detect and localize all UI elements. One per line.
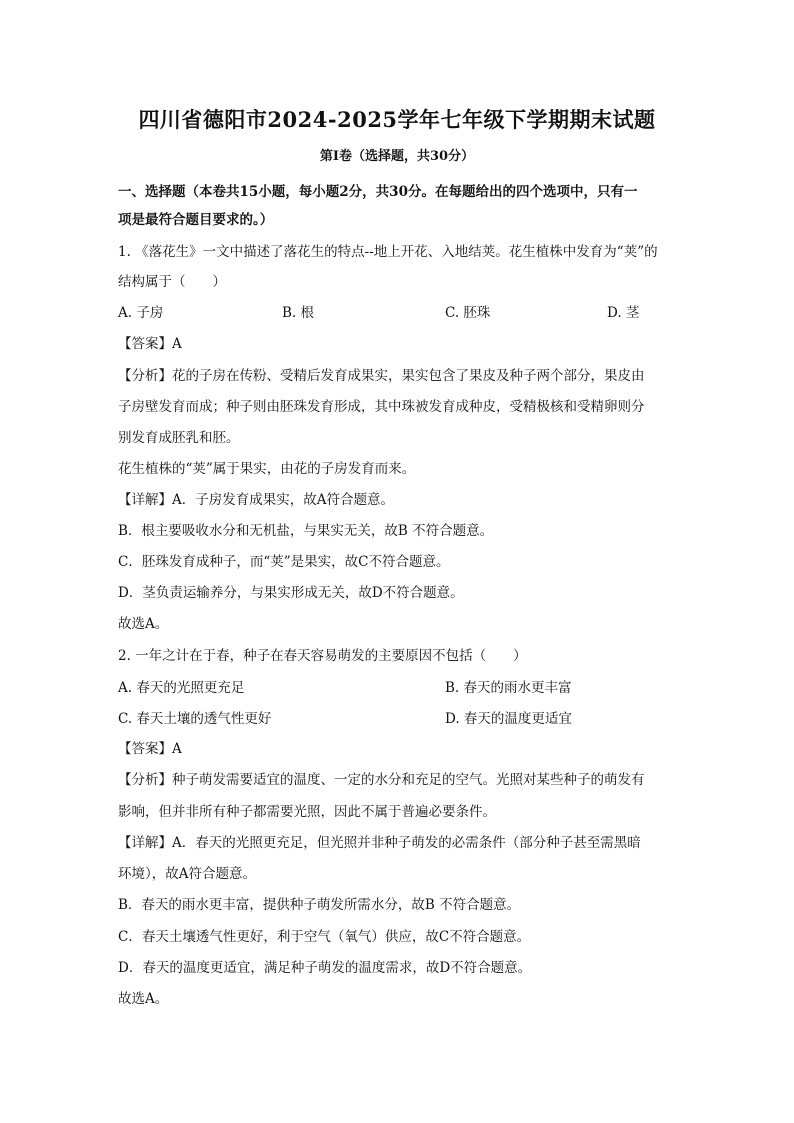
section-heading-line-2: 项是最符合题目要求的。） — [118, 212, 274, 228]
q2-option-d: D. 春天的温度更适宜 — [445, 711, 572, 727]
q2-answer: 【答案】A — [118, 741, 182, 757]
q2-option-c: C. 春天土壤的透气性更好 — [118, 711, 272, 727]
section-heading-line-1: 一、选择题（本卷共15小题，每小题2分，共30分。在每题给出的四个选项中，只有一 — [118, 184, 638, 200]
q1-option-b: B. 根 — [282, 305, 315, 321]
q2-detail-label: 【详解】 — [118, 835, 172, 851]
q2-conclusion: 故选A。 — [118, 991, 169, 1007]
q1-analysis-label: 【分析】 — [118, 368, 172, 384]
q2-analysis-line-1 — [118, 768, 645, 788]
q1-detail-line-3: C．胚珠发育成种子，而“荚”是果实，故C不符合题意。 — [118, 554, 450, 570]
q1-analysis-line-4: 花生植株的“荚”属于果实，由花的子房发育而来。 — [118, 461, 416, 477]
q2-stem: 2. 一年之计在于春，种子在春天容易萌发的主要原因不包括（ ） — [118, 648, 527, 664]
q1-stem-line-2: 结构属于（ ） — [118, 274, 226, 290]
q2-option-b: B. 春天的雨水更丰富 — [445, 680, 572, 696]
q1-detail-line-2: B．根主要吸收水分和无机盐，与果实无关，故B 不符合题意。 — [118, 523, 494, 539]
page-title: 四川省德阳市2024-2025学年七年级下学期期末试题 — [138, 107, 656, 132]
q1-analysis-line-2: 子房壁发育而成；种子则由胚珠发育形成，其中珠被发育成种皮，受精极核和受精卵则分 — [118, 399, 645, 415]
part-subtitle: 第I卷（选择题，共30分） — [319, 149, 475, 164]
q2-analysis-line-2: 影响，但并非所有种子都需要光照，因此不属于普遍必要条件。 — [118, 804, 496, 820]
q2-detail-line-3: C．春天土壤透气性更好，利于空气（氧气）供应，故C不符合题意。 — [118, 929, 531, 945]
q1-analysis-line-3: 别发育成胚乳和胚。 — [118, 430, 240, 446]
q2-detail-line-1b: 环境），故A符合题意。 — [118, 866, 256, 882]
q2-detail-line-2: B．春天的雨水更丰富，提供种子萌发所需水分，故B 不符合题意。 — [118, 897, 521, 913]
q1-stem-line-1: 1. 《落花生》一文中描述了落花生的特点--地上开花、入地结荚。花生植株中发育为“荚”的 — [118, 244, 658, 260]
q1-option-c: C. 胚珠 — [445, 305, 491, 321]
q1-detail-label: 【详解】 — [118, 492, 172, 508]
q2-detail-line-4: D．春天的温度更适宜，满足种子萌发的温度需求，故D不符合题意。 — [118, 960, 532, 976]
q2-option-a: A. 春天的光照更充足 — [118, 680, 245, 696]
q1-analysis-text: 花的子房在传粉、受精后发育成果实，果实包含了果皮及种子两个部分，果皮由 — [172, 368, 645, 384]
q2-analysis-label: 【分析】 — [118, 772, 172, 788]
q1-conclusion: 故选A。 — [118, 616, 169, 632]
q1-option-a: A. 子房 — [118, 305, 164, 321]
q1-option-d: D. 茎 — [607, 305, 640, 321]
q1-analysis-line-1 — [118, 364, 645, 384]
q1-answer: 【答案】A — [118, 336, 182, 352]
q2-analysis-text: 种子萌发需要适宜的温度、一定的水分和充足的空气。光照对某些种子的萌发有 — [172, 772, 645, 788]
q2-detail-line-1 — [118, 831, 641, 851]
q1-detail-line-1 — [118, 488, 394, 508]
q1-detail-text: A．子房发育成果实，故A符合题意。 — [172, 492, 394, 508]
q1-detail-line-4: D．茎负责运输养分，与果实形成无关，故D不符合题意。 — [118, 585, 464, 601]
q2-detail-text: A．春天的光照更充足，但光照并非种子萌发的必需条件（部分种子甚至需黑暗 — [172, 835, 641, 851]
